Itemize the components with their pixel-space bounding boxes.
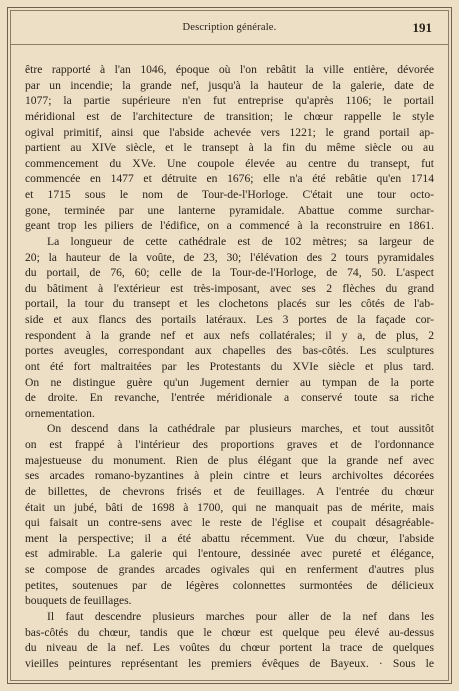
text-line: qui faisait un contre-sens avec le reste de l'église et coupait désagréable-	[25, 516, 434, 530]
text-line: ogival primitif, ainsi que l'abside achevée vers 1221; le grand portail ap-	[25, 125, 434, 139]
text-line: partient au XIVe siècle, et le transept à la fin du même siècle ou au	[25, 141, 434, 155]
text-line: était un jubé, bâti de 1698 à 1700, qui ne manquait pas de mérite, mais	[25, 500, 434, 514]
text-line: méridional est de l'architecture de transition; le chœur rappelle le style	[25, 109, 434, 123]
text-line: du niveau de la nef. Les voûtes du chœur portent la trace de quelques	[25, 641, 434, 655]
text-line: side et aux flancs des portails latéraux. Les 3 portes de la façade cor-	[25, 313, 434, 326]
text-line: est admirable. La galerie qui l'entoure, dessinée avec pureté et élégance,	[25, 547, 434, 561]
text-line: On descend dans la cathédrale par plusieurs marches, et tout aussitôt	[47, 422, 434, 436]
text-line: La longueur de cette cathédrale est de 102 mètres; sa largeur de	[47, 234, 434, 248]
text-line: respondent à la grande nef et aux nefs collatérales; il y a, de plus, 2	[25, 328, 434, 342]
text-line: ment la perspective; il a été abattu récemment. Vue du chœur, l'abside	[25, 531, 434, 545]
text-line: bas-côtés du chœur, tandis que le chœur est quelque peu élevé au-dessus	[25, 625, 434, 639]
text-line: par un incendie; la grande nef, jusqu'à la hauteur de la galerie, date de	[25, 78, 434, 92]
text-line: commencée en 1477 et détruite en 1676; elle n'a été rebâtie qu'en 1714	[25, 172, 434, 186]
text-line: bouquets de feuillages.	[25, 594, 132, 608]
text-line: ses arcades romano-byzantines à plein cintre et leurs archivoltes décorées	[25, 469, 434, 483]
text-line: se compose de grandes arcades ogivales qui en renferment d'autres plus	[25, 563, 434, 576]
text-line: et 1715 sous le nom de Tour-de-l'Horloge. C'était une tour octo-	[25, 188, 434, 201]
text-line: ornementation.	[25, 406, 95, 420]
text-line: on est frappé à l'intérieur des proportions graves et de l'ordonnance	[25, 438, 434, 451]
text-line: geant trop les piliers de l'édifice, on a commencé à la reconstruire en 1861.	[25, 219, 434, 233]
text-line: 20; la hauteur de la voûte, de 23, 30; l'élévation des 2 tours pyramidales	[25, 250, 434, 264]
text-line: commencement du XVe. Une coupole élevée au centre du transept, fut	[25, 156, 434, 170]
text-line: gone, terminée par une lanterne pyramidale. Abattue comme surchar-	[25, 203, 434, 217]
header-rule	[10, 44, 449, 45]
text-line: du bâtiment à l'extérieur est très-imposant, avec ses 2 flèches du grand	[25, 281, 434, 295]
text-line: portail, la tour du transept et les clochetons placés sur les côtés de l'ab-	[25, 297, 434, 311]
text-line: du portail, de 76, 60; celle de la Tour-de-l'Horloge, de 74, 50. L'aspect	[25, 266, 434, 280]
text-line: ont été fort maltraitées par les Protestants du XVIe siècle et plus tard.	[25, 359, 434, 373]
text-line: majestueuse du monument. Rien de plus élégant que la grande nef avec	[25, 453, 434, 467]
text-line: On ne distingue guère qu'un Jugement dernier au tympan de la porte	[25, 375, 434, 389]
text-line: de droite. En revanche, l'entrée méridionale a conservé toute sa riche	[25, 391, 434, 405]
running-header-title: Description générale.	[182, 22, 277, 33]
text-line: Il faut descendre plusieurs marches pour aller de la nef dans les	[47, 609, 434, 623]
text-line: de billettes, de chevrons frisés et de feuillages. A l'entrée du chœur	[25, 484, 434, 498]
text-line: 1077; la partie supérieure n'en fut entreprise qu'après 1106; le portail	[25, 94, 434, 108]
text-line: portes aveugles, correspondant aux chapelles des bas-côtés. Les sculptures	[25, 344, 434, 358]
text-line: petites, soutenues par de légères colonnettes surmontées de délicieux	[25, 578, 434, 592]
text-line: vieilles peintures représentant les premiers évêques de Bayeux. · Sous le	[25, 656, 434, 670]
body-text	[25, 62, 434, 671]
page-number: 191	[412, 20, 432, 35]
text-line: être rapporté à l'an 1046, époque où l'on rebâtit la ville entière, dévorée	[25, 63, 434, 76]
